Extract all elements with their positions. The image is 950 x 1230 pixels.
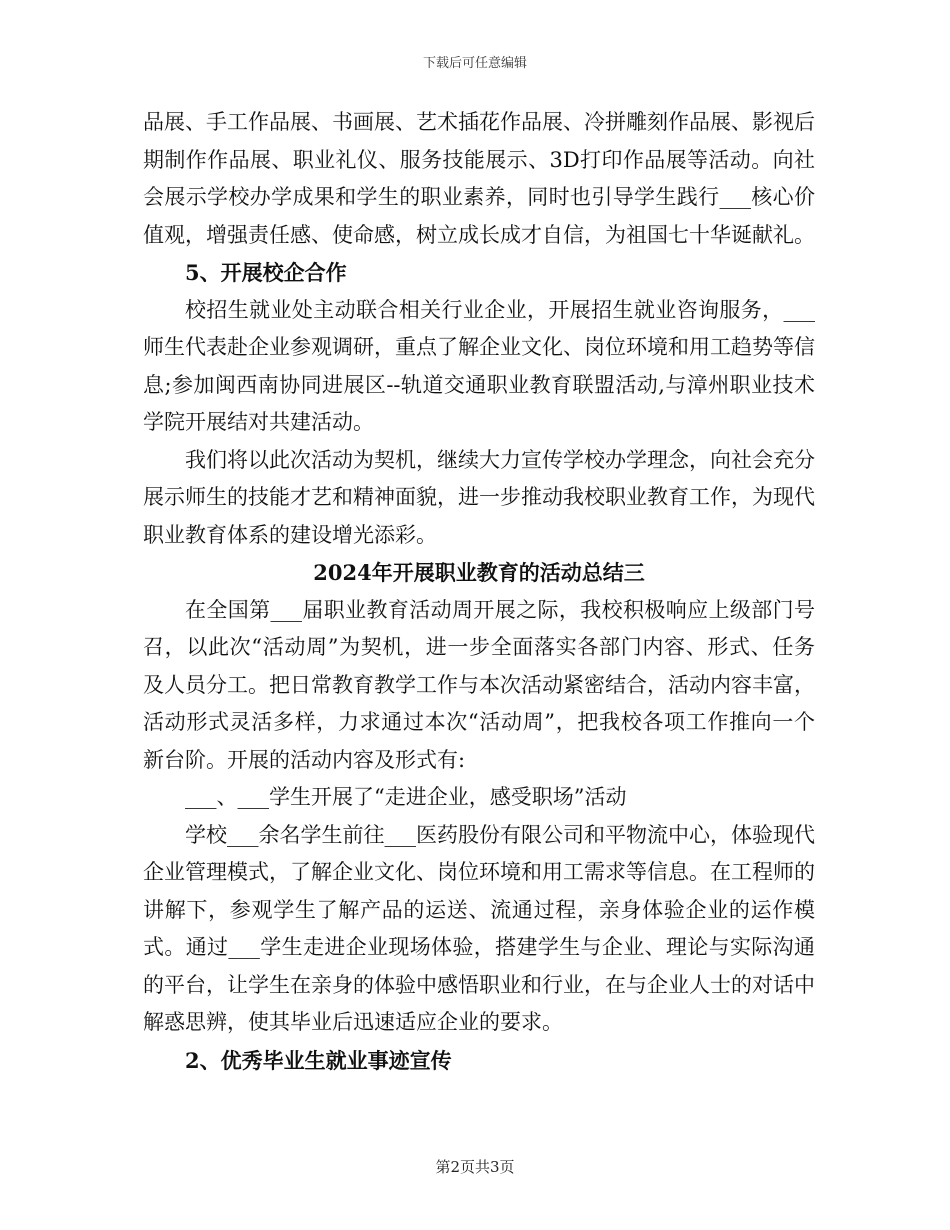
paragraph-intro: 在全国第___届职业教育活动周开展之际，我校积极响应上级部门号召，以此次“活动周”为契机，进一步全面落实各部门内容、形式、任务及人员分工。把日常教育教学工作与本次活动紧密结合，活动内容丰富，活动形式灵活多样，力求通过本次“活动周”，把我校各项工作推向一个新台阶。开展的活动内容及形式有: (143, 597, 815, 772)
heading-graduate-stories: 2、优秀毕业生就业事迹宣传 (185, 1047, 452, 1073)
page-number: 第2页共3页 (435, 1158, 515, 1176)
heading-school-enterprise-cooperation: 5、开展校企合作 (185, 260, 347, 285)
item-1-heading: ___、___学生开展了“走进企业，感受职场”活动 (185, 785, 627, 809)
paragraph-item-1: 学校___余名学生前往___医药股份有限公司和平物流中心，体验现代企业管理模式，了解企业文化、岗位环境和用工需求等信息。在工程师的讲解下，参观学生了解产品的运送、流通过程，亲身体验企业的运作模式。通过___学生走进企业现场体验，搭建学生与企业、理论与实际沟通的平台，让学生在亲身的体验中感悟职业和行业，在与企业人士的对话中解惑思辨，使其毕业后迅速适应企业的要求。 (143, 822, 815, 1034)
paragraph-continuation: 品展、手工作品展、书画展、艺术插花作品展、冷拼雕刻作品展、影视后期制作作品展、职业礼仪、服务技能展示、3D打印作品展等活动。向社会展示学校办学成果和学生的职业素养，同时也引导学生践行___核心价值观，增强责任感、使命感，树立成长成才自信，为祖国七十华诞献礼。 (143, 110, 815, 247)
page-header: 下载后可任意编辑 (422, 56, 527, 71)
paragraph-cooperation: 校招生就业处主动联合相关行业企业，开展招生就业咨询服务，___师生代表赴企业参观调研，重点了解企业文化、岗位环境和用工趋势等信息;参加闽西南协同进展区--轨道交通职业教育联盟活动,与漳州职业技术学院开展结对共建活动。 (143, 297, 815, 434)
document-body (143, 104, 815, 1079)
section-title: 2024年开展职业教育的活动总结三 (313, 560, 645, 585)
paragraph-closing: 我们将以此次活动为契机，继续大力宣传学校办学理念，向社会充分展示师生的技能才艺和精神面貌，进一步推动我校职业教育工作，为现代职业教育体系的建设增光添彩。 (143, 447, 815, 547)
